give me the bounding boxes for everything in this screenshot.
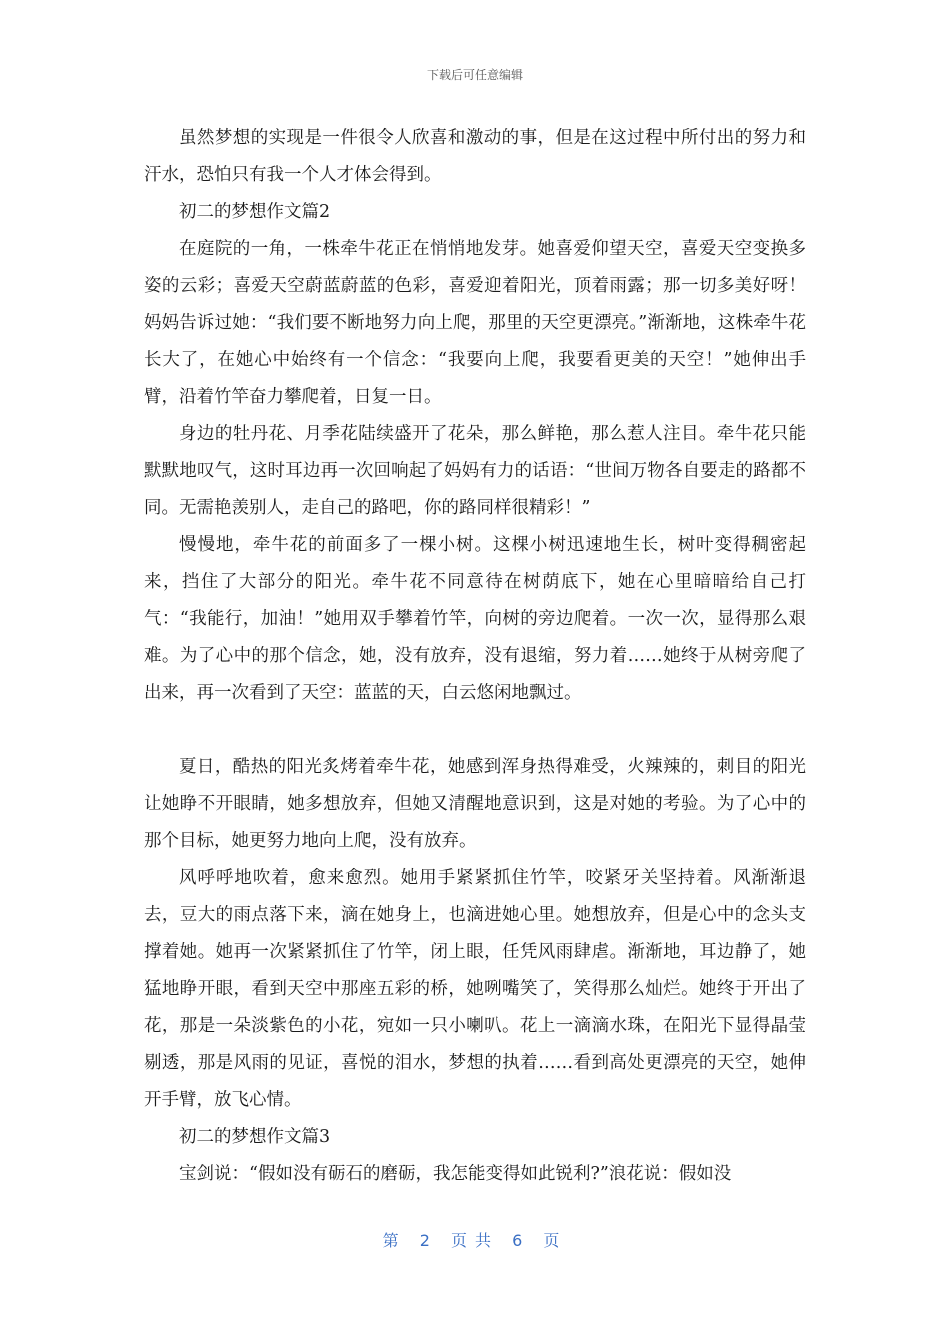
- section-heading: 初二的梦想作文篇2: [179, 202, 331, 222]
- page-number: 第 2 页共 6 页: [382, 1231, 568, 1250]
- paragraph: 虽然梦想的实现是一件很令人欣喜和激动的事，但是在这过程中所付出的努力和汗水，恐怕只有我一个人才体会得到。: [144, 128, 806, 185]
- paragraph: 身边的牡丹花、月季花陆续盛开了花朵，那么鲜艳，那么惹人注目。牵牛花只能默默地叹气，这时耳边再一次回响起了妈妈有力的话语：“世间万物各自要走的路都不同。无需艳羡别人，走自己的路吧，你的路同样很精彩！”: [144, 424, 806, 518]
- paragraph: 风呼呼地吹着，愈来愈烈。她用手紧紧抓住竹竿，咬紧牙关坚持着。风渐渐退去，豆大的雨点落下来，滴在她身上，也滴进她心里。她想放弃，但是心中的念头支撑着她。她再一次紧紧抓住了竹竿，闭上眼，任凭风雨肆虐。渐渐地，耳边静了，她猛地睁开眼，看到天空中那座五彩的桥，她咧嘴笑了，笑得那么灿烂。她终于开出了花，那是一朵淡紫色的小花，宛如一只小喇叭。花上一滴滴水珠，在阳光下显得晶莹剔透，那是风雨的见证，喜悦的泪水，梦想的执着……看到高处更漂亮的天空，她伸开手臂，放飞心情。: [144, 868, 806, 1110]
- document-body: [144, 120, 806, 1193]
- paragraph: 宝剑说：“假如没有砺石的磨砺，我怎能变得如此锐利?”浪花说：假如没: [179, 1164, 732, 1184]
- paragraph-gap: [144, 712, 806, 749]
- paragraph: 在庭院的一角，一株牵牛花正在悄悄地发芽。她喜爱仰望天空，喜爱天空变换多姿的云彩；喜爱天空蔚蓝蔚蓝的色彩，喜爱迎着阳光，顶着雨露；那一切多美好呀！妈妈告诉过她：“我们要不断地努力向上爬，那里的天空更漂亮。”渐渐地，这株牵牛花长大了，在她心中始终有一个信念：“我要向上爬，我要看更美的天空！”她伸出手臂，沿着竹竿奋力攀爬着，日复一日。: [144, 239, 806, 407]
- page-header: 下载后可任意编辑: [426, 68, 523, 82]
- paragraph: 夏日，酷热的阳光炙烤着牵牛花，她感到浑身热得难受，火辣辣的，刺目的阳光让她睁不开眼睛，她多想放弃，但她又清醒地意识到，这是对她的考验。为了心中的那个目标，她更努力地向上爬，没有放弃。: [144, 757, 806, 851]
- paragraph: 慢慢地，牵牛花的前面多了一棵小树。这棵小树迅速地生长，树叶变得稠密起来，挡住了大部分的阳光。牵牛花不同意待在树荫底下，她在心里暗暗给自己打气：“我能行，加油！”她用双手攀着竹竿，向树的旁边爬着。一次一次，显得那么艰难。为了心中的那个信念，她，没有放弃，没有退缩，努力着……她终于从树旁爬了出来，再一次看到了天空：蓝蓝的天，白云悠闲地飘过。: [144, 535, 806, 703]
- section-heading: 初二的梦想作文篇3: [179, 1127, 331, 1147]
